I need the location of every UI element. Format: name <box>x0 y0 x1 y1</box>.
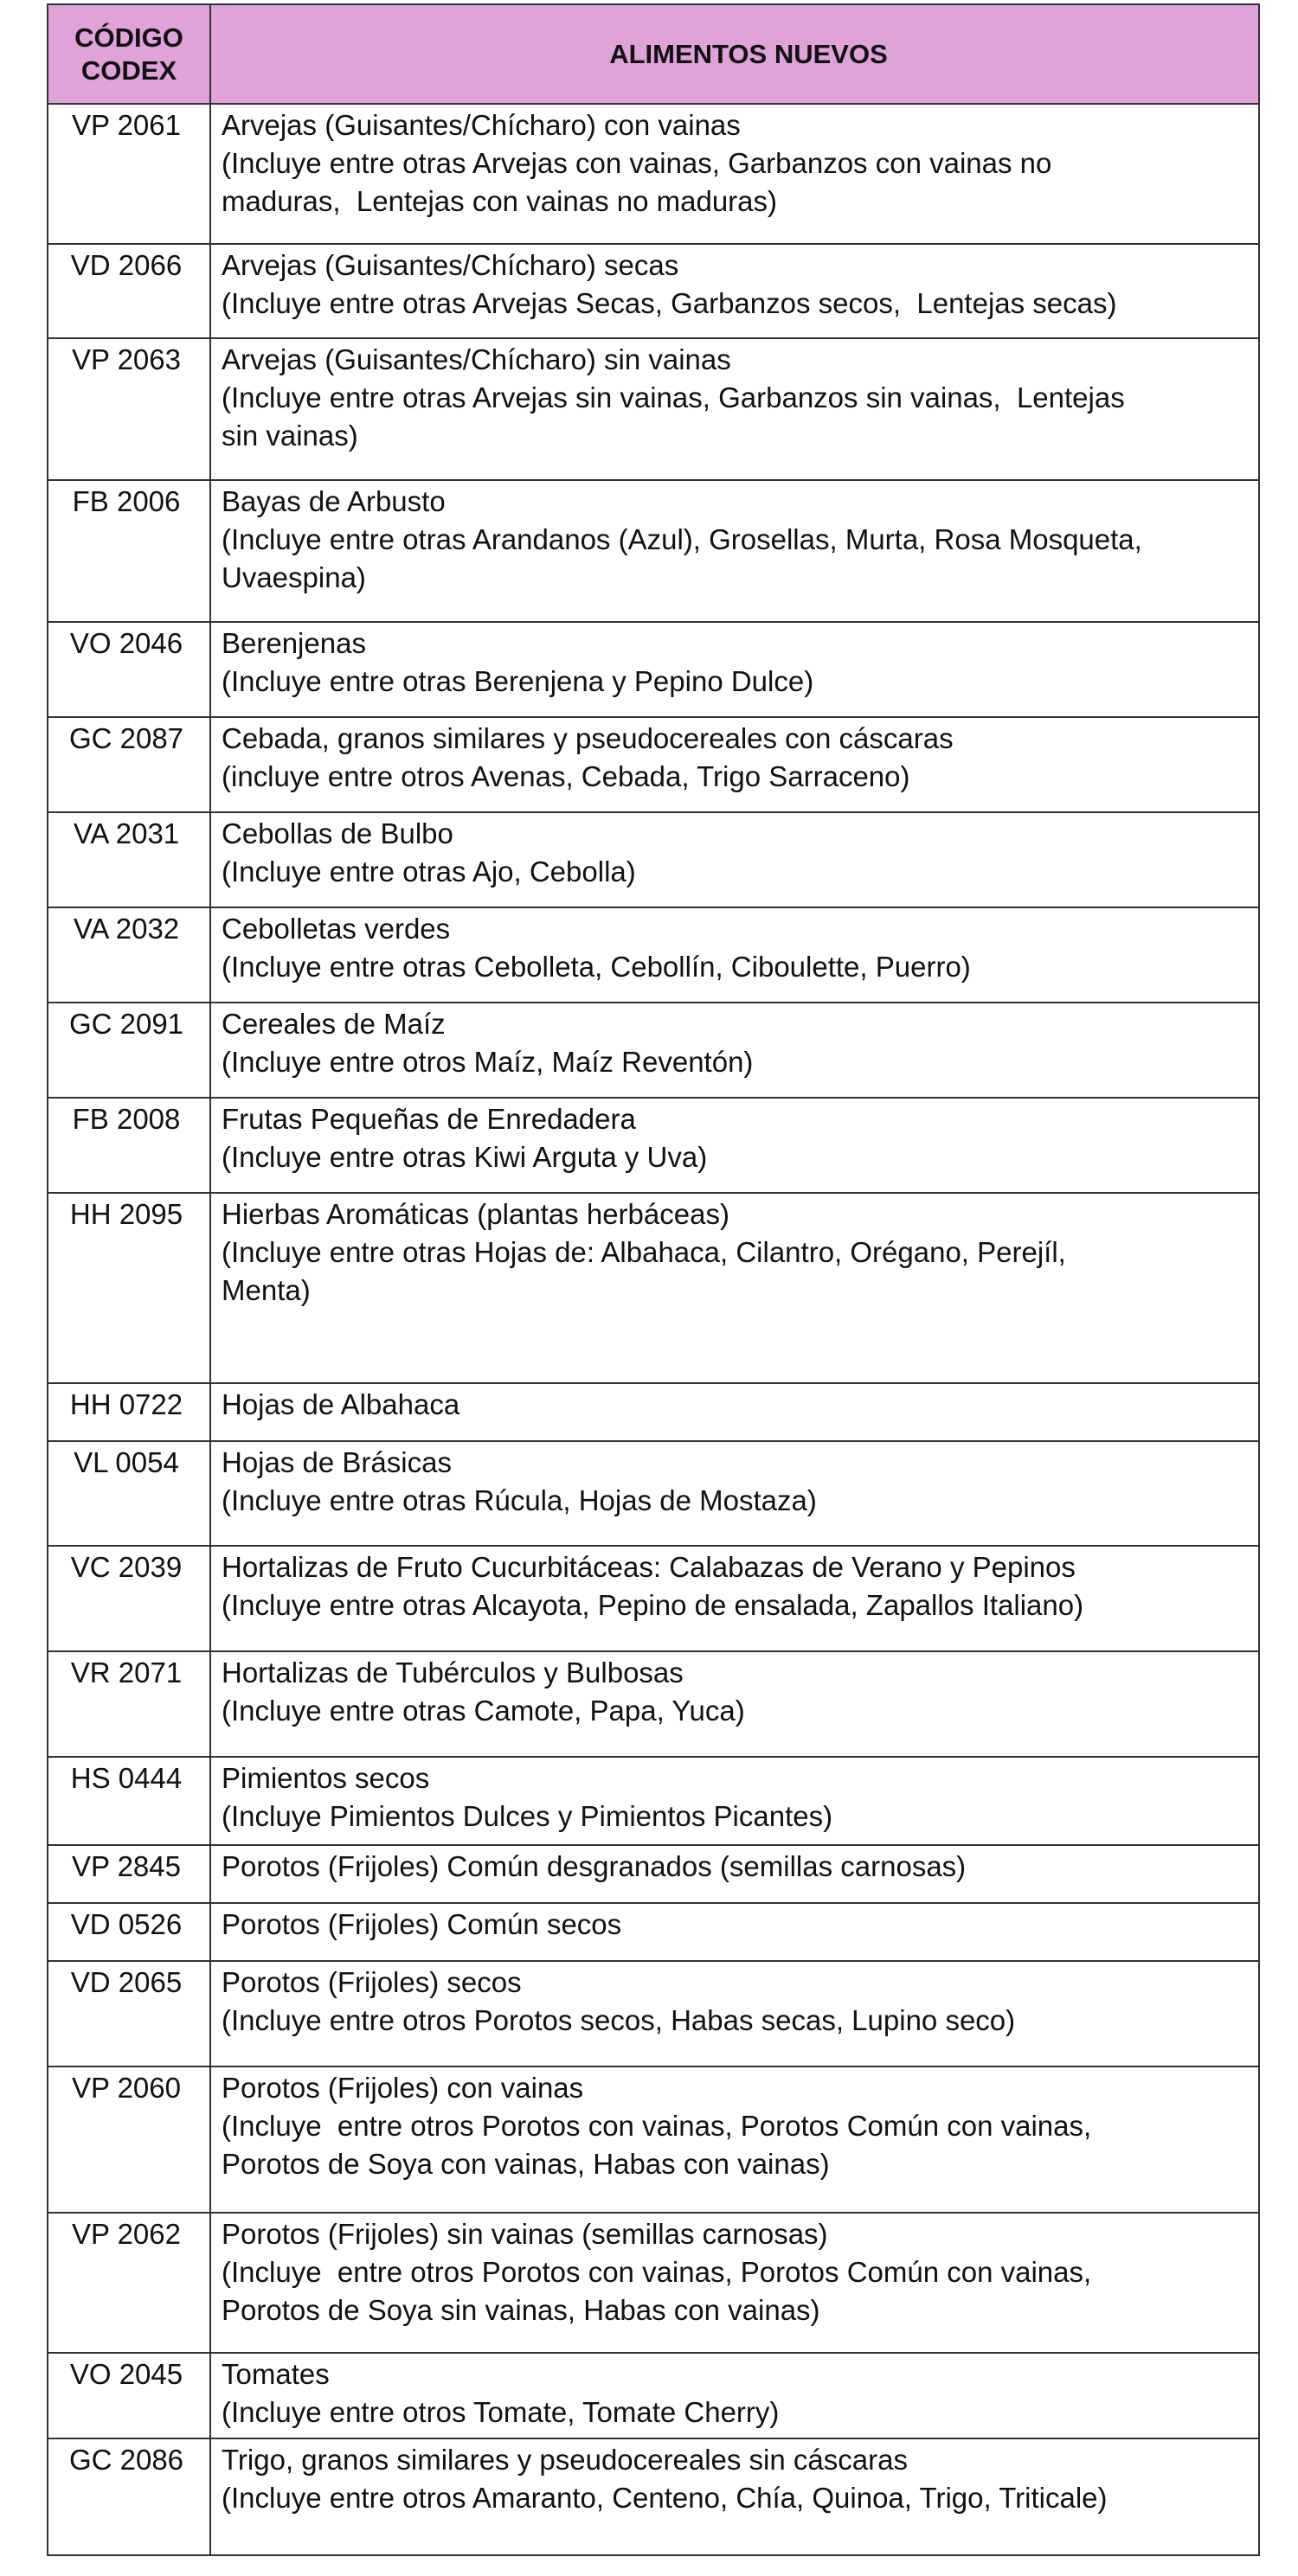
codex-code-cell <box>48 1845 210 1903</box>
food-name: Trigo, granos similares y pseudocereales sin cáscaras <box>222 2444 908 2476</box>
table-row <box>48 1003 1259 1098</box>
codex-code: FB 2006 <box>72 485 181 517</box>
codex-code-cell <box>48 622 210 717</box>
codex-code: VL 0054 <box>74 1446 179 1478</box>
table-row <box>48 2067 1259 2213</box>
food-includes-line: (Incluye entre otras Cebolleta, Cebollín, Ciboulette, Puerro) <box>222 951 971 983</box>
food-name: Cebollas de Bulbo <box>222 817 453 849</box>
food-description-cell <box>210 622 1259 717</box>
food-includes-line: (Incluye entre otras Arandanos (Azul), Grosellas, Murta, Rosa Mosqueta, <box>222 523 1142 555</box>
codex-code: VP 2845 <box>71 1850 181 1882</box>
table-row <box>48 907 1259 1003</box>
codex-code: VP 2060 <box>71 2072 181 2104</box>
codex-code: HH 0722 <box>69 1388 183 1420</box>
food-includes-line: (Incluye entre otras Rúcula, Hojas de Mostaza) <box>222 1484 817 1516</box>
table-row <box>48 1193 1259 1383</box>
food-description-cell <box>210 1003 1259 1098</box>
food-name: Hojas de Brásicas <box>222 1446 452 1478</box>
codex-code-cell <box>48 2213 210 2353</box>
table-row <box>48 480 1259 622</box>
food-description-cell <box>210 1098 1259 1193</box>
table-row <box>48 1441 1259 1546</box>
food-description-cell <box>210 1383 1259 1441</box>
table-row <box>48 2438 1259 2555</box>
food-description-cell <box>210 1441 1259 1546</box>
food-includes-line: (Incluye entre otras Berenjena y Pepino Dulce) <box>222 665 814 697</box>
codex-code: GC 2087 <box>68 722 184 754</box>
table-row <box>48 1098 1259 1193</box>
food-name: Cebolletas verdes <box>222 913 451 945</box>
food-includes-line: (Incluye entre otros Maíz, Maíz Reventón) <box>222 1046 754 1078</box>
codex-code: VD 0526 <box>70 1908 183 1940</box>
food-name: Hierbas Aromáticas (plantas herbáceas) <box>222 1198 729 1230</box>
food-includes-line: (Incluye entre otras Hojas de: Albahaca, Cilantro, Orégano, Perejíl, <box>222 1236 1066 1268</box>
food-description-cell <box>210 1903 1259 1961</box>
codex-code-cell <box>48 104 210 244</box>
codex-code-cell <box>48 1961 210 2067</box>
codex-code: FB 2008 <box>72 1103 181 1135</box>
codex-code: VP 2061 <box>71 109 181 141</box>
food-description-cell <box>210 1757 1259 1845</box>
food-name: Porotos (Frijoles) secos <box>222 1966 522 1998</box>
codex-code: VO 2046 <box>69 627 183 659</box>
table-row <box>48 1757 1259 1845</box>
codex-code: VD 2065 <box>70 1966 183 1998</box>
table-row <box>48 812 1259 907</box>
codex-code: VD 2066 <box>70 249 183 281</box>
codex-code-cell <box>48 1903 210 1961</box>
food-description-cell <box>210 480 1259 622</box>
food-name: Bayas de Arbusto <box>222 485 446 517</box>
table-row <box>48 104 1259 244</box>
table-row <box>48 338 1259 480</box>
header-codex-code: CÓDIGO CODEX <box>48 4 210 104</box>
food-includes-line: Menta) <box>222 1274 311 1306</box>
codex-code-cell <box>48 1383 210 1441</box>
food-includes-line: (Incluye entre otros Porotos secos, Habas secas, Lupino seco) <box>222 2004 1016 2036</box>
food-description-cell <box>210 1961 1259 2067</box>
codex-code-cell <box>48 1757 210 1845</box>
table-row <box>48 717 1259 812</box>
food-description-cell <box>210 812 1259 907</box>
food-name: Porotos (Frijoles) sin vainas (semillas carnosas) <box>222 2218 828 2250</box>
food-description-cell <box>210 2353 1259 2438</box>
food-description-cell <box>210 244 1259 338</box>
codex-code-cell <box>48 907 210 1003</box>
table-row <box>48 2353 1259 2438</box>
food-description-cell <box>210 2213 1259 2353</box>
food-description-cell <box>210 2067 1259 2213</box>
codex-code-cell <box>48 244 210 338</box>
table-row <box>48 1546 1259 1651</box>
codex-code: VA 2031 <box>73 817 180 849</box>
codex-code-cell <box>48 338 210 480</box>
table-row <box>48 1903 1259 1961</box>
food-description-cell <box>210 1651 1259 1757</box>
codex-code-cell <box>48 1003 210 1098</box>
food-includes-line: (Incluye entre otras Arvejas sin vainas, Garbanzos sin vainas, Lentejas <box>222 381 1125 413</box>
food-name: Porotos (Frijoles) Común desgranados (semillas carnosas) <box>222 1850 967 1882</box>
food-name: Tomates <box>222 2358 330 2390</box>
codex-code: VA 2032 <box>73 913 180 945</box>
document-page <box>47 3 1258 2556</box>
codex-code-cell <box>48 2353 210 2438</box>
codex-code-cell <box>48 2438 210 2555</box>
food-includes-line: (Incluye entre otros Tomate, Tomate Cherry) <box>222 2396 780 2428</box>
food-includes-line: (incluye entre otros Avenas, Cebada, Trigo Sarraceno) <box>222 760 910 792</box>
table-row <box>48 1961 1259 2067</box>
codex-foods-table <box>47 3 1260 2556</box>
codex-code: HH 2095 <box>69 1198 183 1230</box>
codex-code-cell <box>48 2067 210 2213</box>
food-name: Arvejas (Guisantes/Chícharo) con vainas <box>222 109 741 141</box>
codex-code-cell <box>48 1441 210 1546</box>
table-row <box>48 1651 1259 1757</box>
food-description-cell <box>210 1546 1259 1651</box>
food-name: Frutas Pequeñas de Enredadera <box>222 1103 636 1135</box>
food-name: Arvejas (Guisantes/Chícharo) secas <box>222 249 679 281</box>
food-includes-line: (Incluye entre otras Arvejas con vainas, Garbanzos con vainas no <box>222 147 1052 179</box>
food-name: Cebada, granos similares y pseudocereales con cáscaras <box>222 722 954 754</box>
table-row <box>48 1383 1259 1441</box>
food-includes-line: (Incluye entre otras Kiwi Arguta y Uva) <box>222 1141 708 1173</box>
food-description-cell <box>210 717 1259 812</box>
codex-code: VP 2062 <box>71 2218 181 2250</box>
codex-code: VC 2039 <box>70 1551 183 1583</box>
food-name: Cereales de Maíz <box>222 1008 446 1040</box>
food-description-cell <box>210 338 1259 480</box>
food-name: Porotos (Frijoles) con vainas <box>222 2072 584 2104</box>
food-description-cell <box>210 1193 1259 1383</box>
food-description-cell <box>210 104 1259 244</box>
food-name: Hortalizas de Tubérculos y Bulbosas <box>222 1656 684 1688</box>
food-includes-line: (Incluye entre otros Porotos con vainas, Porotos Común con vainas, <box>222 2110 1092 2142</box>
food-includes-line: (Incluye entre otras Ajo, Cebolla) <box>222 855 636 888</box>
food-includes-line: sin vainas) <box>222 420 358 452</box>
food-name: Pimientos secos <box>222 1762 430 1794</box>
codex-code: GC 2091 <box>68 1008 184 1040</box>
codex-code-cell <box>48 717 210 812</box>
table-header-row <box>48 4 1259 104</box>
codex-code: VO 2045 <box>69 2358 183 2390</box>
codex-code-cell <box>48 1098 210 1193</box>
food-includes-line: (Incluye entre otras Camote, Papa, Yuca) <box>222 1695 745 1727</box>
table-body <box>48 104 1259 2555</box>
codex-code: VR 2071 <box>70 1656 183 1688</box>
table-row <box>48 622 1259 717</box>
codex-code-cell <box>48 480 210 622</box>
food-includes-line: Porotos de Soya con vainas, Habas con vainas) <box>222 2148 830 2180</box>
food-includes-line: (Incluye Pimientos Dulces y Pimientos Picantes) <box>222 1800 833 1832</box>
table-row <box>48 2213 1259 2353</box>
food-includes-line: maduras, Lentejas con vainas no maduras) <box>222 185 778 217</box>
codex-code: VP 2063 <box>71 343 181 375</box>
food-name: Hojas de Albahaca <box>222 1388 460 1420</box>
codex-code-cell <box>48 812 210 907</box>
food-name: Berenjenas <box>222 627 366 659</box>
table-row <box>48 244 1259 338</box>
codex-code-cell <box>48 1546 210 1651</box>
food-description-cell <box>210 1845 1259 1903</box>
food-description-cell <box>210 2438 1259 2555</box>
codex-code: GC 2086 <box>68 2444 184 2476</box>
food-includes-line: (Incluye entre otros Amaranto, Centeno, Chía, Quinoa, Trigo, Triticale) <box>222 2482 1108 2514</box>
food-includes-line: (Incluye entre otros Porotos con vainas, Porotos Común con vainas, <box>222 2256 1092 2288</box>
codex-code: HS 0444 <box>70 1762 183 1794</box>
food-name: Hortalizas de Fruto Cucurbitáceas: Calabazas de Verano y Pepinos <box>222 1551 1076 1583</box>
food-includes-line: (Incluye entre otras Alcayota, Pepino de ensalada, Zapallos Italiano) <box>222 1589 1084 1621</box>
food-name: Porotos (Frijoles) Común secos <box>222 1908 622 1940</box>
table-row <box>48 1845 1259 1903</box>
codex-code-cell <box>48 1193 210 1383</box>
food-includes-line: Porotos de Soya sin vainas, Habas con vainas) <box>222 2294 820 2326</box>
codex-code-cell <box>48 1651 210 1757</box>
food-description-cell <box>210 907 1259 1003</box>
header-new-foods: ALIMENTOS NUEVOS <box>210 4 1259 104</box>
food-name: Arvejas (Guisantes/Chícharo) sin vainas <box>222 343 731 375</box>
food-includes-line: (Incluye entre otras Arvejas Secas, Garbanzos secos, Lentejas secas) <box>222 287 1117 319</box>
food-includes-line: Uvaespina) <box>222 561 366 593</box>
